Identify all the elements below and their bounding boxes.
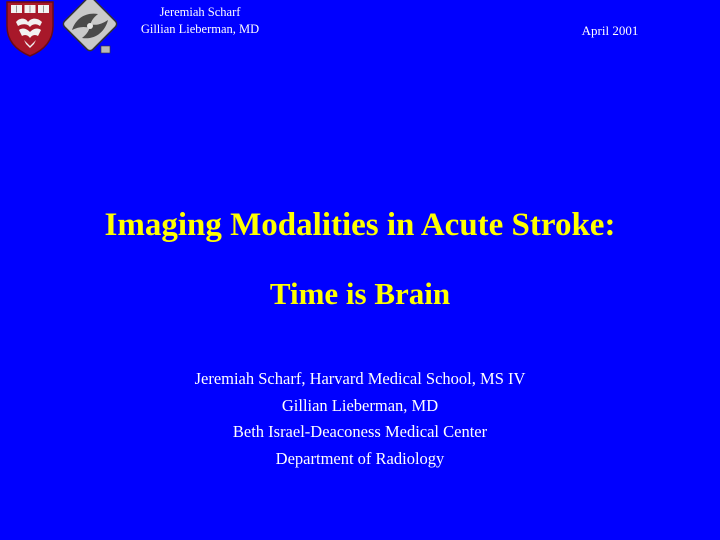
credit-line-2: Gillian Lieberman, MD [281, 395, 439, 415]
header-date: April 2001 [581, 23, 639, 38]
slide-title: Imaging Modalities in Acute Stroke: [104, 207, 616, 243]
credits-block [0, 366, 720, 472]
header-author-2: Gillian Lieberman, MD [140, 22, 260, 36]
header-author-1: Jeremiah Scharf [159, 5, 241, 19]
credit-line-1: Jeremiah Scharf, Harvard Medical School, MS IV [194, 369, 526, 388]
credit-line-4: Department of Radiology [275, 448, 445, 468]
slide-subtitle: Time is Brain [269, 276, 451, 311]
harvard-shield-icon [4, 0, 56, 58]
header-authors [120, 4, 280, 38]
credit-line-3: Beth Israel-Deaconess Medical Center [232, 422, 488, 441]
bidmc-hands-logo-icon [60, 0, 118, 58]
